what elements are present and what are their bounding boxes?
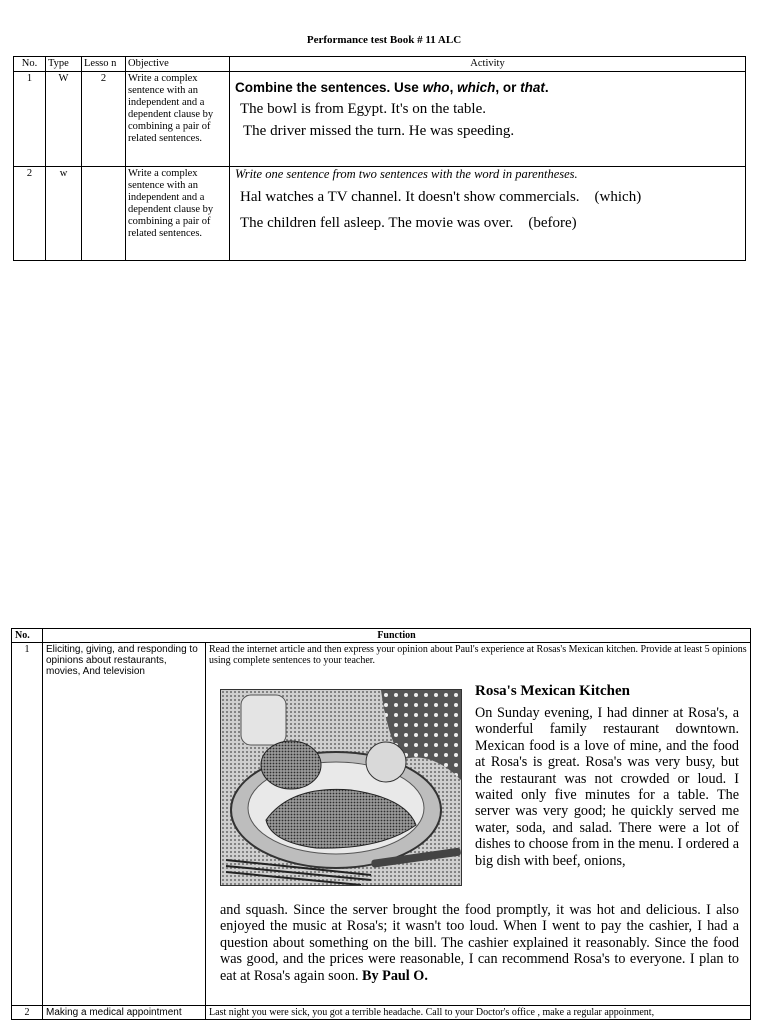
row-activity <box>230 167 746 261</box>
header-function: Function <box>43 629 751 643</box>
activity-heading: Write one sentence from two sentences with the word in parentheses. <box>235 167 578 181</box>
table2-header-row <box>12 629 751 643</box>
page-title: Performance test Book # 11 ALC <box>306 34 462 46</box>
header-objective: Objective <box>126 57 230 72</box>
table-row <box>14 72 746 167</box>
activity-sentence: The driver missed the turn. He was speeding. <box>243 123 515 139</box>
table-row <box>14 167 746 261</box>
activity-sentence: Hal watches a TV channel. It doesn't show commercials. (which) <box>240 189 642 205</box>
table1-header-row <box>14 57 746 72</box>
header-lesson: Lesso n <box>82 57 126 72</box>
header-activity: Activity <box>230 57 746 72</box>
header-type: Type <box>46 57 82 72</box>
food-photo <box>220 689 462 886</box>
functions-table <box>11 628 751 1020</box>
article <box>209 683 747 1004</box>
header-no: No. <box>14 57 46 72</box>
instruction-text: Last night you were sick, you got a terrible headache. Call to your Doctor's office , make a regular appoinment, <box>206 1006 751 1020</box>
row-no: 2 <box>14 167 46 261</box>
instruction-text: Read the internet article and then express your opinion about Paul's experience at Rosas's Mexican kitchen. Provide at least 5 opinions using complete sentences to your teacher. <box>209 644 747 666</box>
article-title: Rosa's Mexican Kitchen <box>475 683 630 699</box>
row-no: 1 <box>14 72 46 167</box>
article-text: On Sunday evening, I had dinner at Rosa's, a wonderful family restaurant downtown. Mexican food is a love of mine, and the food at Rosa's is great. Rosa's was very busy, but the restaurant was not crowded or loud. I waited only five minutes for a table. The server was very good; he quickly served me water, soda, and salad. There were a lot of dishes to choose from in the menu. I ordered a big dish with beef, onions, <box>475 705 739 869</box>
row-function: Eliciting, giving, and responding to opinions about restaurants, movies, And television <box>43 643 206 1006</box>
row-activity <box>206 643 751 1006</box>
row-no: 2 <box>12 1006 43 1020</box>
row-lesson <box>82 167 126 261</box>
activity-sentence: The children fell asleep. The movie was over. (before) <box>240 215 577 231</box>
row-objective: Write a complex sentence with an independent and a dependent clause by combining a pair of related sentences. <box>126 167 230 261</box>
table-row <box>12 643 751 1006</box>
article-text-continued: and squash. Since the server brought the food promptly, it was hot and delicious. I also enjoyed the music at Rosa's; it wasn't too loud. When I went to pay the cashier, I had a question about something on the bill. The cashier explained it reasonably. Since the food was good, and the prices were reasonable, I can recommend Rosa's to everyone. I plan to eat at Rosa's again soon. By Paul O. <box>220 902 739 984</box>
row-no: 1 <box>12 643 43 1006</box>
activity-heading: Combine the sentences. Use who, which, or that. <box>235 80 549 95</box>
header-no: No. <box>12 629 43 643</box>
row-type: w <box>46 167 82 261</box>
byline: By Paul O. <box>362 967 428 984</box>
row-activity <box>230 72 746 167</box>
table-row <box>12 1006 751 1020</box>
row-type: W <box>46 72 82 167</box>
objectives-table <box>13 56 746 261</box>
activity-sentence: The bowl is from Egypt. It's on the table. <box>240 101 486 117</box>
row-function: Making a medical appointment <box>43 1006 206 1020</box>
row-lesson: 2 <box>82 72 126 167</box>
row-objective: Write a complex sentence with an independent and a dependent clause by combining a pair of related sentences. <box>126 72 230 167</box>
